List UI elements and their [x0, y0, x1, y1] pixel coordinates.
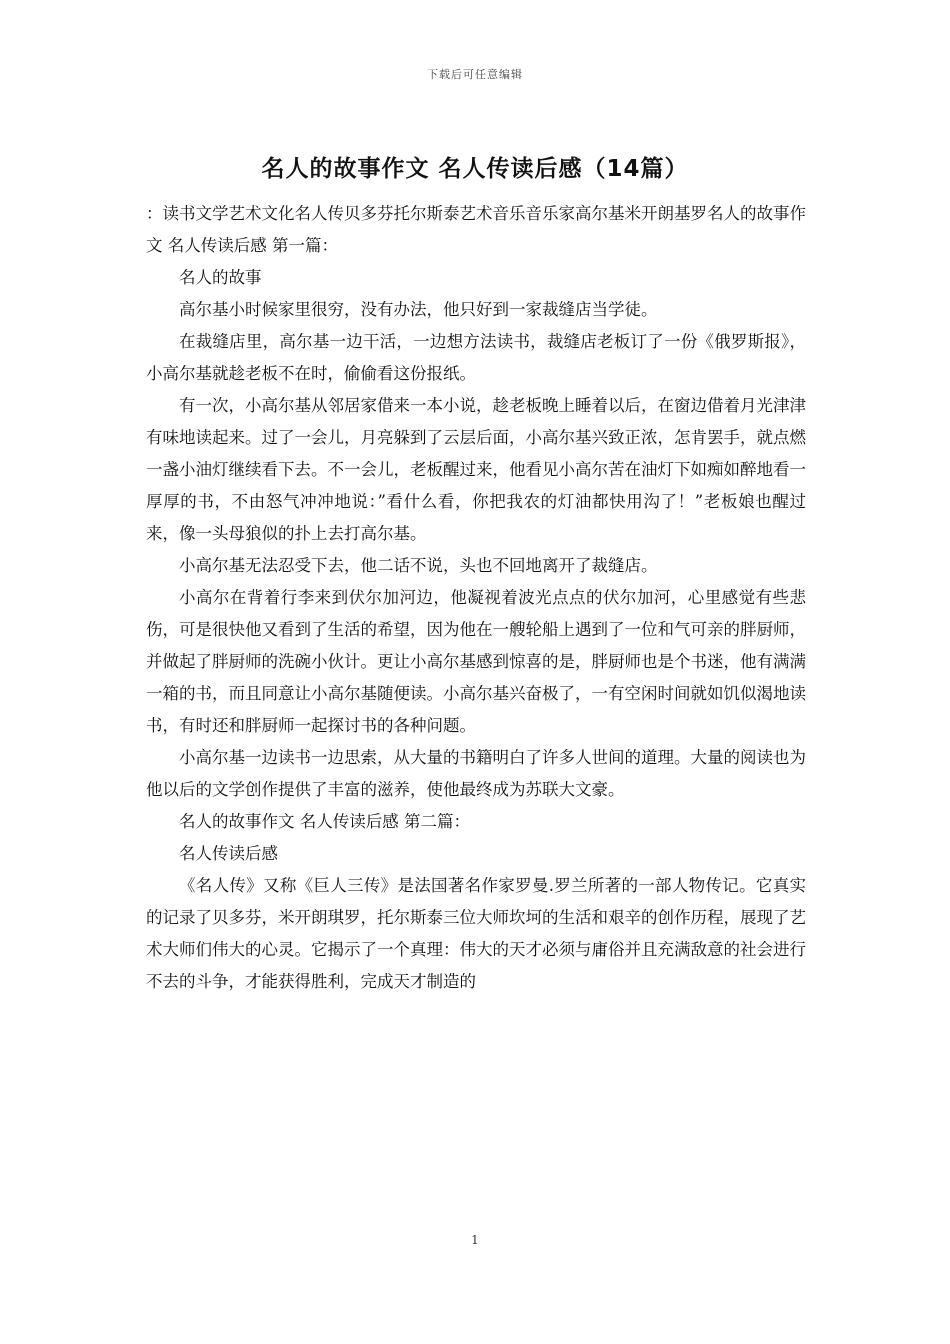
paragraph: 小高尔基无法忍受下去，他二话不说，头也不回地离开了裁缝店。 — [179, 556, 658, 575]
header-note: 下载后可任意编辑 — [427, 68, 523, 81]
paragraph: 小高尔基一边读书一边思索，从大量的书籍明白了许多人世间的道理。大量的阅读也为他以后的文学创作提供了丰富的滋养，使他最终成为苏联大文豪。 — [146, 748, 806, 799]
paragraph-section-title: 名人的故事作文 名人传读后感 第二篇： — [179, 812, 470, 831]
document-body — [146, 198, 806, 998]
paragraph-keywords: ：读书文学艺术文化名人传贝多芬托尔斯泰艺术音乐音乐家高尔基米开朗基罗名人的故事作文 名人传读后感 第一篇： — [146, 204, 806, 255]
paragraph: 《名人传》又称《巨人三传》是法国著名作家罗曼.罗兰所著的一部人物传记。它真实的记录了贝多芬，米开朗琪罗，托尔斯泰三位大师坎坷的生活和艰辛的创作历程，展现了艺术大师们伟大的心灵。它揭示了一个真理：伟大的天才必须与庸俗并且充满敌意的社会进行不去的斗争，才能获得胜利，完成天才制造的 — [146, 876, 806, 991]
paragraph: 高尔基小时候家里很穷，没有办法，他只好到一家裁缝店当学徒。 — [179, 300, 658, 319]
paragraph: 在裁缝店里，高尔基一边干活，一边想方法读书，裁缝店老板订了一份《俄罗斯报》，小高尔基就趁老板不在时，偷偷看这份报纸。 — [146, 332, 806, 383]
paragraph: 小高尔在背着行李来到伏尔加河边，他凝视着波光点点的伏尔加河，心里感觉有些悲伤，可是很快他又看到了生活的希望，因为他在一艘轮船上遇到了一位和气可亲的胖厨师，并做起了胖厨师的洗碗小伙计。更让小高尔基感到惊喜的是，胖厨师也是个书迷，他有满满一箱的书，而且同意让小高尔基随便读。小高尔基兴奋极了，一有空闲时间就如饥似渴地读书，有时还和胖厨师一起探讨书的各种问题。 — [146, 588, 806, 735]
page-title: 名人的故事作文 名人传读后感（14篇） — [261, 156, 689, 182]
paragraph-heading: 名人传读后感 — [179, 844, 278, 863]
paragraph-heading: 名人的故事 — [179, 268, 262, 287]
page-number: 1 — [471, 1233, 479, 1247]
paragraph: 有一次，小高尔基从邻居家借来一本小说，趁老板晚上睡着以后，在窗边借着月光津津有味地读起来。过了一会儿，月亮躲到了云层后面，小高尔基兴致正浓，怎肯罢手，就点燃一盏小油灯继续看下去。不一会儿，老板醒过来，他看见小高尔苦在油灯下如痴如醉地看一厚厚的书，不由怒气冲冲地说：”看什么看，你把我农的灯油都快用沟了！”老板娘也醒过来，像一头母狼似的扑上去打高尔基。 — [146, 396, 806, 543]
